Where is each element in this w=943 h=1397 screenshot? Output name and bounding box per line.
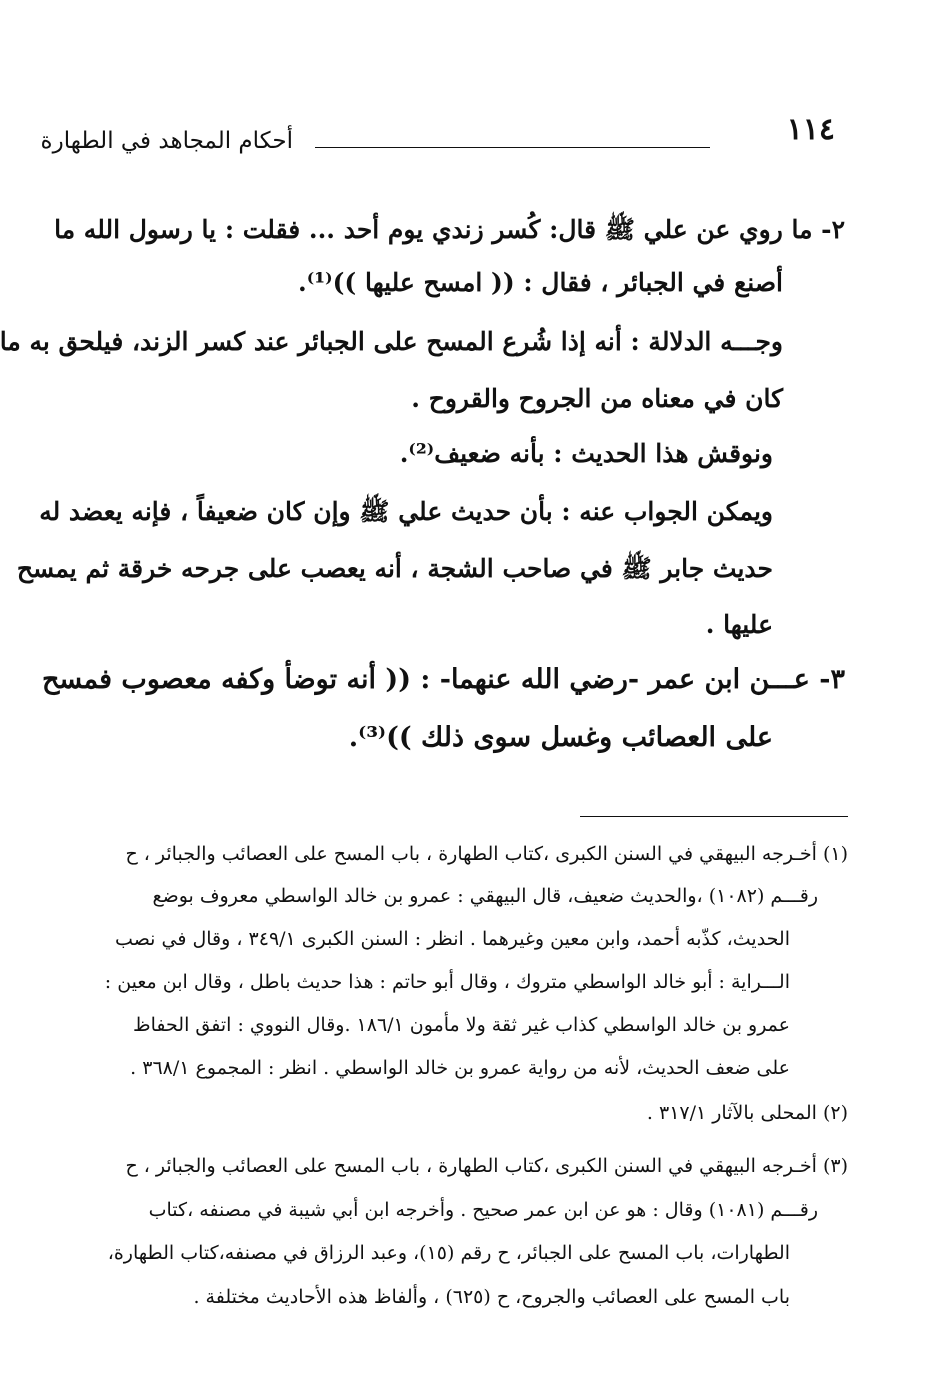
footnote-line: (٣) أخـرجه البيهقي في السنن الكبرى ،كتاب الطهارة ، باب المسح على العصائب والجبائر ، ح (125, 1155, 848, 1177)
footnote-line: على ضعف الحديث، لأنه من رواية عمرو بن خالد الواسطي . انظر : المجموع ٣٦٨/١ . (130, 1057, 790, 1079)
footnote-line: الطهارات، باب المسح على الجبائر، ح رقم (١٥)، وعبد الرزاق في مصنفه،كتاب الطهارة، (107, 1242, 790, 1264)
footnote-separator (580, 816, 848, 817)
body-line: ويمكن الجواب عنه : بأن حديث علي ﷺ وإن كان ضعيفاً ، فإنه يعضد له (39, 497, 773, 526)
footnote-line: باب المسح على العصائب والجروح، ح (٦٢٥) ، وألفاظ هذه الأحاديث مختلفة . (193, 1286, 790, 1308)
body-line: وجـــه الدلالة : أنه إذا شُرع المسح على الجبائر عند كسر الزند، فيلحق به ما (0, 327, 783, 356)
footnote-line: الـــراية : أبو خالد الواسطي متروك ، وقال أبو حاتم : هذا حديث باطل ، وقال ابن معين : (104, 971, 790, 993)
footnote-line: رقـــم (١٠٨١) وقال : هو عن ابن عمر صحيح . وأخرجه ابن أبي شيبة في مصنفه ،كتاب (148, 1199, 818, 1221)
footnote-line: (٢) المحلى بالآثار ٣١٧/١ . (646, 1102, 848, 1124)
body-line: أصنع في الجبائر ، فقال : (( امسح عليها ))⁽¹⁾. (298, 268, 783, 297)
running-title: أحكام المجاهد في الطهارة (40, 128, 293, 154)
header-rule (315, 147, 710, 148)
footnote-line: الحديث، كذّبه أحمد، وابن معين وغيرهما . انظر : السنن الكبرى ٣٤٩/١ ، وقال في نصب (115, 928, 790, 950)
body-line: عليها . (705, 610, 773, 639)
footnote-line: (١) أخـرجه البيهقي في السنن الكبرى ،كتاب الطهارة ، باب المسح على العصائب والجبائر ، ح (125, 843, 848, 865)
page-number: ١١٤ (786, 112, 835, 147)
body-line: كان في معناه من الجروح والقروح . (411, 384, 783, 413)
body-line: حديث جابر ﷺ في صاحب الشجة ، أنه يعصب على جرحه خرقة ثم يمسح (16, 554, 773, 583)
body-line: ٣- عـــن ابن عمر -رضي الله عنهما- : (( أنه توضأ وكفه معصوب فمسح (41, 664, 845, 695)
body-line: على العصائب وغسل سوى ذلك ))⁽³⁾. (348, 722, 773, 753)
body-line: ٢- ما روي عن علي ﷺ قال: كُسر زندي يوم أحد ... فقلت : يا رسول الله ما (54, 215, 845, 244)
footnote-line: عمرو بن خالد الواسطي كذاب غير ثقة ولا مأمون ١٨٦/١ .وقال النووي : اتفق الحفاظ (133, 1014, 790, 1036)
footnote-line: رقـــم (١٠٨٢) ،والحديث ضعيف، قال البيهقي : عمرو بن خالد الواسطي معروف بوضع (152, 885, 818, 907)
body-line: ونوقش هذا الحديث : بأنه ضعيف⁽²⁾. (399, 439, 773, 468)
